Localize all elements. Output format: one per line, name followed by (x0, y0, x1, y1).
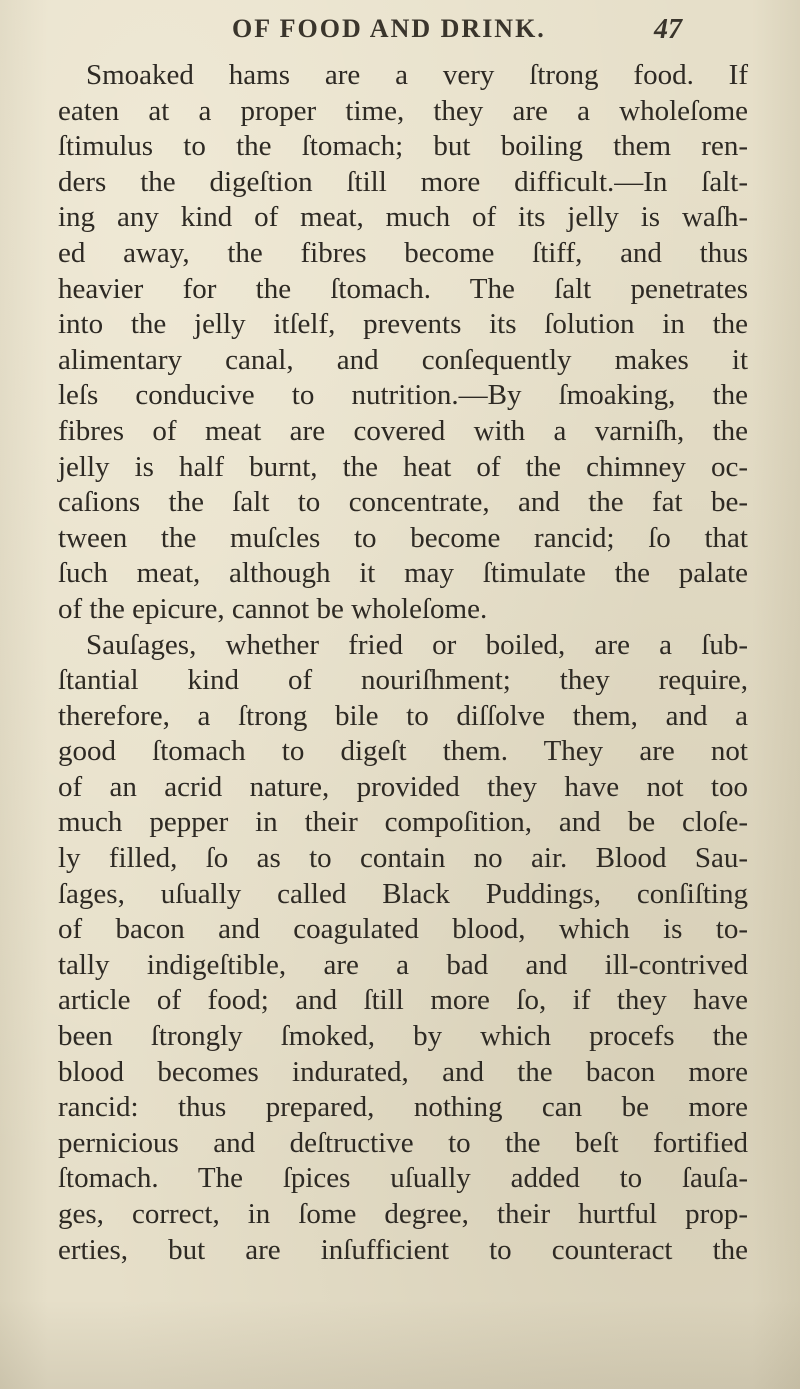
text-line: ders the digeſtion ſtill more difficult.—In ſalt- (58, 165, 748, 198)
text-line: ſtantial kind of nouriſhment; they require, (58, 664, 748, 697)
text-line: Sauſages, whether fried or boiled, are a ſub- (86, 628, 748, 661)
text-line: ges, correct, in ſome degree, their hurtful prop- (58, 1198, 748, 1230)
text-line: therefore, a ſtrong bile to diſſolve them, and a (58, 699, 748, 732)
text-line: into the jelly itſelf, prevents its ſolution in the (58, 308, 748, 341)
text-line: ing any kind of meat, much of its jelly is waſh- (58, 201, 748, 234)
text-line: fibres of meat are covered with a varniſh, the (58, 414, 748, 447)
text-line: article of food; and ſtill more ſo, if they have (58, 984, 748, 1017)
text-line: ſuch meat, although it may ſtimulate the palate (58, 557, 748, 590)
text-line: tween the muſcles to become rancid; ſo that (58, 521, 748, 554)
text-line: heavier for the ſtomach. The ſalt penetrates (58, 272, 748, 305)
text-line: tally indigeſtible, are a bad and ill-contrived (58, 948, 748, 981)
text-line: jelly is half burnt, the heat of the chimney oc- (58, 450, 748, 483)
text-line: pernicious and deſtructive to the beſt fortified (58, 1126, 748, 1159)
page-number: 47 (654, 14, 682, 45)
text-line: erties, but are inſufficient to counteract the (58, 1233, 748, 1266)
text-line: ed away, the fibres become ſtiff, and thus (58, 236, 748, 269)
text-line: ſages, uſually called Black Puddings, conſiſting (58, 877, 748, 910)
text-line: leſs conducive to nutrition.—By ſmoaking, the (58, 379, 748, 412)
text-line: of an acrid nature, provided they have not too (58, 770, 748, 803)
text-line: alimentary canal, and conſequently makes it (58, 343, 748, 376)
text-line: rancid: thus prepared, nothing can be more (58, 1091, 748, 1124)
text-line: ly filled, ſo as to contain no air. Blood Sau- (58, 842, 748, 875)
running-title: OF FOOD AND DRINK. (232, 14, 546, 43)
text-line: ſtomach. The ſpices uſually added to ſauſa- (58, 1162, 748, 1195)
text-line: much pepper in their compoſition, and be cloſe- (58, 806, 748, 839)
text-line: of the epicure, cannot be wholeſome. (58, 592, 488, 625)
text-line: of bacon and coagulated blood, which is to- (58, 913, 748, 946)
text-line: good ſtomach to digeſt them. They are not (58, 735, 748, 768)
text-line: blood becomes indurated, and the bacon more (58, 1055, 748, 1088)
text-line: been ſtrongly ſmoked, by which procefs the (58, 1020, 748, 1053)
body-text (58, 58, 748, 1268)
text-line: eaten at a proper time, they are a wholeſome (58, 94, 748, 127)
text-line: ſtimulus to the ſtomach; but boiling them ren- (58, 130, 748, 163)
page-bottom-shading (0, 1300, 800, 1389)
text-line: Smoaked hams are a very ſtrong food. If (86, 59, 748, 91)
text-line: caſions the ſalt to concentrate, and the fat be- (58, 486, 748, 519)
running-head (0, 14, 800, 54)
